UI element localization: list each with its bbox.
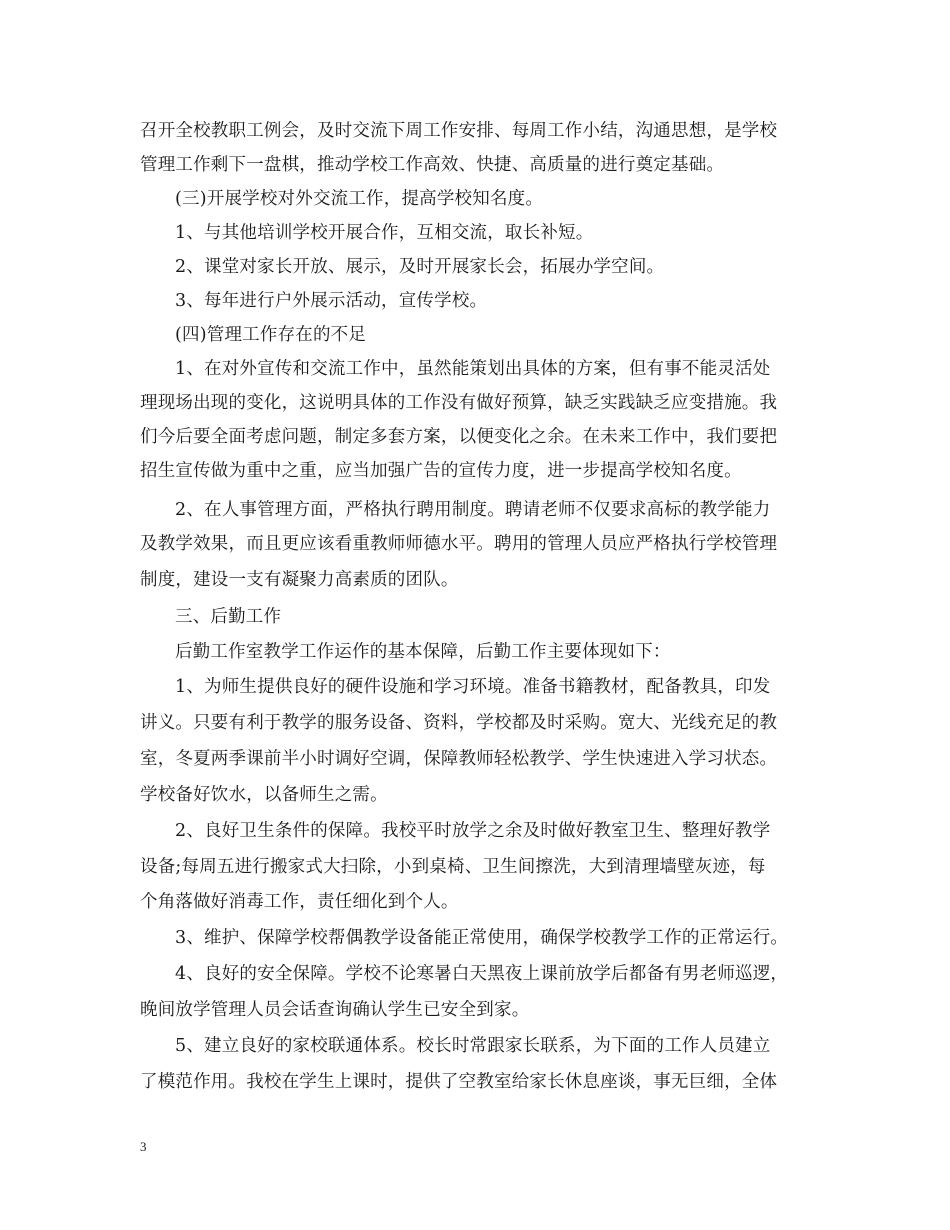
text-line: 设备;每周五进行搬家式大扫除，小到桌椅、卫生间擦洗，大到清理墙壁灰迹，每 (140, 857, 766, 877)
text-line: 5、建立良好的家校联通体系。校长时常跟家长联系，为下面的工作人员建立 (175, 1036, 771, 1056)
text-line: 2、在人事管理方面，严格执行聘用制度。聘请老师不仅要求高标的教学能力 (175, 500, 771, 520)
text-line: 1、与其他培训学校开展合作，互相交流，取长补短。 (175, 223, 594, 243)
text-line: 学校备好饮水，以备师生之需。 (140, 785, 388, 805)
text-line: 们今后要全面考虑问题，制定多套方案，以便变化之余。在未来工作中，我们要把 (140, 427, 778, 447)
text-line: 召开全校教职工例会，及时交流下周工作安排、每周工作小结，沟通思想，是学校 (140, 121, 778, 141)
text-line: 管理工作剩下一盘棋，推动学校工作高效、快捷、高质量的进行奠定基础。 (140, 155, 725, 175)
text-line: 室，冬夏两季课前半小时调好空调，保障教师轻松教学、学生快速进入学习状态。 (140, 749, 778, 769)
text-line: 了模范作用。我校在学生上课时，提供了空教室给家长休息座谈，事无巨细，全体 (140, 1072, 778, 1092)
text-line: 个角落做好消毒工作，责任细化到个人。 (140, 892, 459, 912)
text-line: 4、良好的安全保障。学校不论寒暑白天黑夜上课前放学后都备有男老师巡逻， (175, 964, 789, 984)
text-line: 讲义。只要有利于教学的服务设备、资料，学校都及时采购。宽大、光线充足的教 (140, 713, 778, 733)
text-line: 后勤工作室教学工作运作的基本保障，后勤工作主要体现如下： (175, 642, 671, 662)
text-line: 2、良好卫生条件的保障。我校平时放学之余及时做好教室卫生、整理好教学 (175, 821, 771, 841)
text-line: 1、为师生提供良好的硬件设施和学习环境。准备书籍教材，配备教具，印发 (175, 677, 771, 697)
text-line: 招生宣传做为重中之重，应当加强广告的宣传力度，进一步提高学校知名度。 (140, 461, 742, 481)
text-line: 制度，建设一支有凝聚力高素质的团队。 (140, 570, 459, 590)
text-line: 理现场出现的变化，这说明具体的工作没有做好预算，缺乏实践缺乏应变措施。我 (140, 393, 778, 413)
text-line: 3、每年进行户外展示活动，宣传学校。 (175, 291, 488, 311)
text-line: 晚间放学管理人员会话查询确认学生已安全到家。 (140, 1000, 530, 1020)
text-line: 2、课堂对家长开放、展示，及时开展家长会，拓展办学空间。 (175, 257, 665, 277)
section-heading: (四)管理工作存在的不足 (175, 325, 367, 345)
section-heading: (三)开展学校对外交流工作，提高学校知名度。 (175, 189, 544, 209)
section-heading: 三、后勤工作 (175, 607, 282, 627)
text-line: 及教学效果，而且更应该看重教师师德水平。聘用的管理人员应严格执行学校管理 (140, 534, 778, 554)
page-number: 3 (140, 1139, 147, 1154)
text-line: 1、在对外宣传和交流工作中，虽然能策划出具体的方案，但有事不能灵活处 (175, 359, 771, 379)
text-line: 3、维护、保障学校帮偶教学设备能正常使用，确保学校教学工作的正常运行。 (175, 928, 789, 948)
